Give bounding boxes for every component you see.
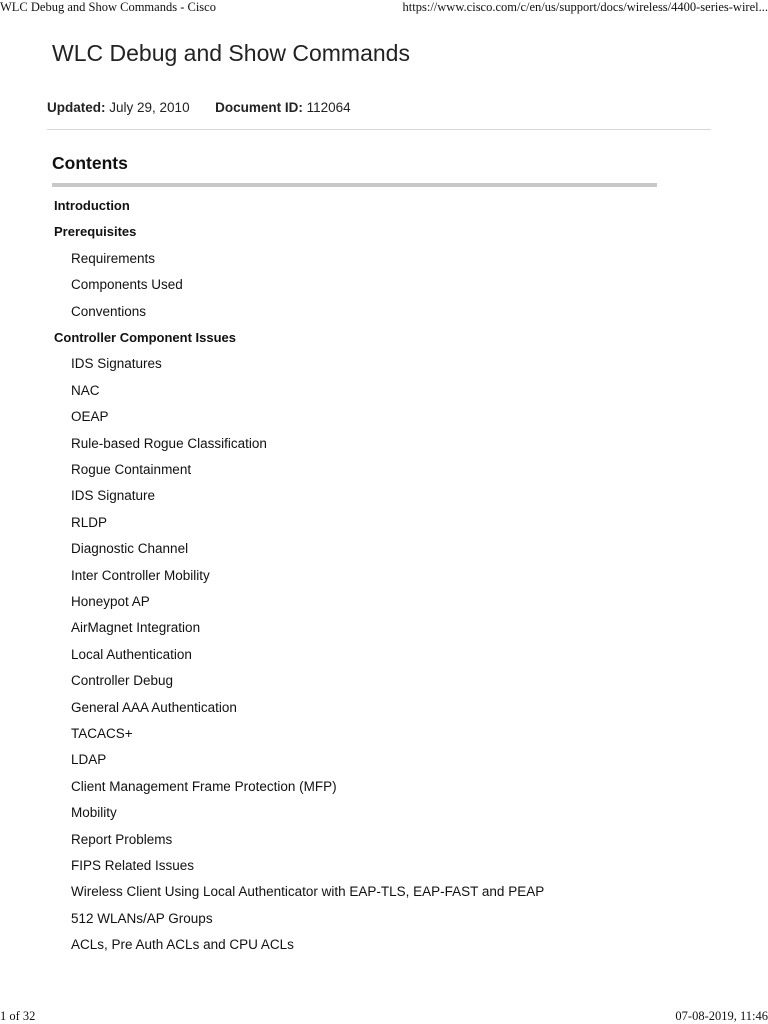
toc-subsection-link[interactable]: LDAP (71, 752, 107, 768)
toc-subsection-link[interactable]: Wireless Client Using Local Authenticator with EAP-TLS, EAP-FAST and PEAP (71, 884, 545, 900)
toc-subsection-link[interactable]: RLDP (71, 514, 108, 530)
print-footer-page: 1 of 32 (0, 1009, 36, 1023)
toc-subsection-link[interactable]: General AAA Authentication (71, 699, 237, 715)
toc-subsection-link[interactable]: Rule-based Rogue Classification (71, 435, 267, 451)
print-footer-datetime: 07-08-2019, 11:46 (675, 1009, 768, 1023)
contents-heading: Contents (52, 153, 128, 173)
toc-subsection-link[interactable]: Report Problems (71, 831, 173, 847)
toc-subsection-link[interactable]: Local Authentication (71, 646, 192, 662)
toc-subsection-link[interactable]: 512 WLANs/AP Groups (71, 910, 213, 926)
toc-subsection-link[interactable]: AirMagnet Integration (71, 620, 201, 636)
contents-divider (52, 183, 657, 187)
toc-subsection-link[interactable]: Conventions (71, 303, 147, 319)
toc-section-link[interactable]: Introduction (54, 198, 130, 213)
print-header-title: WLC Debug and Show Commands - Cisco (0, 0, 216, 14)
toc-subsection-link[interactable]: Requirements (71, 250, 156, 266)
page-title: WLC Debug and Show Commands (52, 40, 410, 66)
toc-section-link[interactable]: Controller Component Issues (54, 330, 237, 345)
toc-subsection-link[interactable]: Inter Controller Mobility (71, 567, 210, 583)
meta-divider (47, 129, 711, 130)
document-id-label: Document ID: (215, 100, 303, 115)
toc-subsection-link[interactable]: Controller Debug (71, 673, 174, 689)
updated-date: July 29, 2010 (109, 100, 190, 115)
toc-subsection-link[interactable]: Rogue Containment (71, 462, 192, 477)
toc-section-link[interactable]: Prerequisites (54, 224, 137, 240)
toc-subsection-link[interactable]: NAC (71, 382, 100, 398)
toc-subsection-link[interactable]: IDS Signatures (71, 356, 162, 372)
toc-subsection-link[interactable]: ACLs, Pre Auth ACLs and CPU ACLs (71, 937, 294, 953)
updated-label: Updated: (47, 100, 106, 115)
toc-subsection-link[interactable]: Client Management Frame Protection (MFP) (71, 778, 337, 794)
toc-subsection-link[interactable]: Mobility (71, 805, 117, 821)
toc-subsection-link[interactable]: Components Used (71, 277, 183, 293)
toc-subsection-link[interactable]: Honeypot AP (71, 594, 150, 609)
toc-subsection-link[interactable]: FIPS Related Issues (71, 858, 195, 873)
document-meta (47, 100, 351, 115)
print-header-url: https://www.cisco.com/c/en/us/support/docs/wireless/4400-series-wirel... (402, 0, 768, 14)
toc-subsection-link[interactable]: Diagnostic Channel (71, 541, 189, 557)
document-id-value: 112064 (306, 100, 351, 115)
toc-subsection-link[interactable]: TACACS+ (71, 726, 133, 741)
toc-subsection-link[interactable]: IDS Signature (71, 488, 156, 504)
toc-subsection-link[interactable]: OEAP (71, 409, 109, 425)
